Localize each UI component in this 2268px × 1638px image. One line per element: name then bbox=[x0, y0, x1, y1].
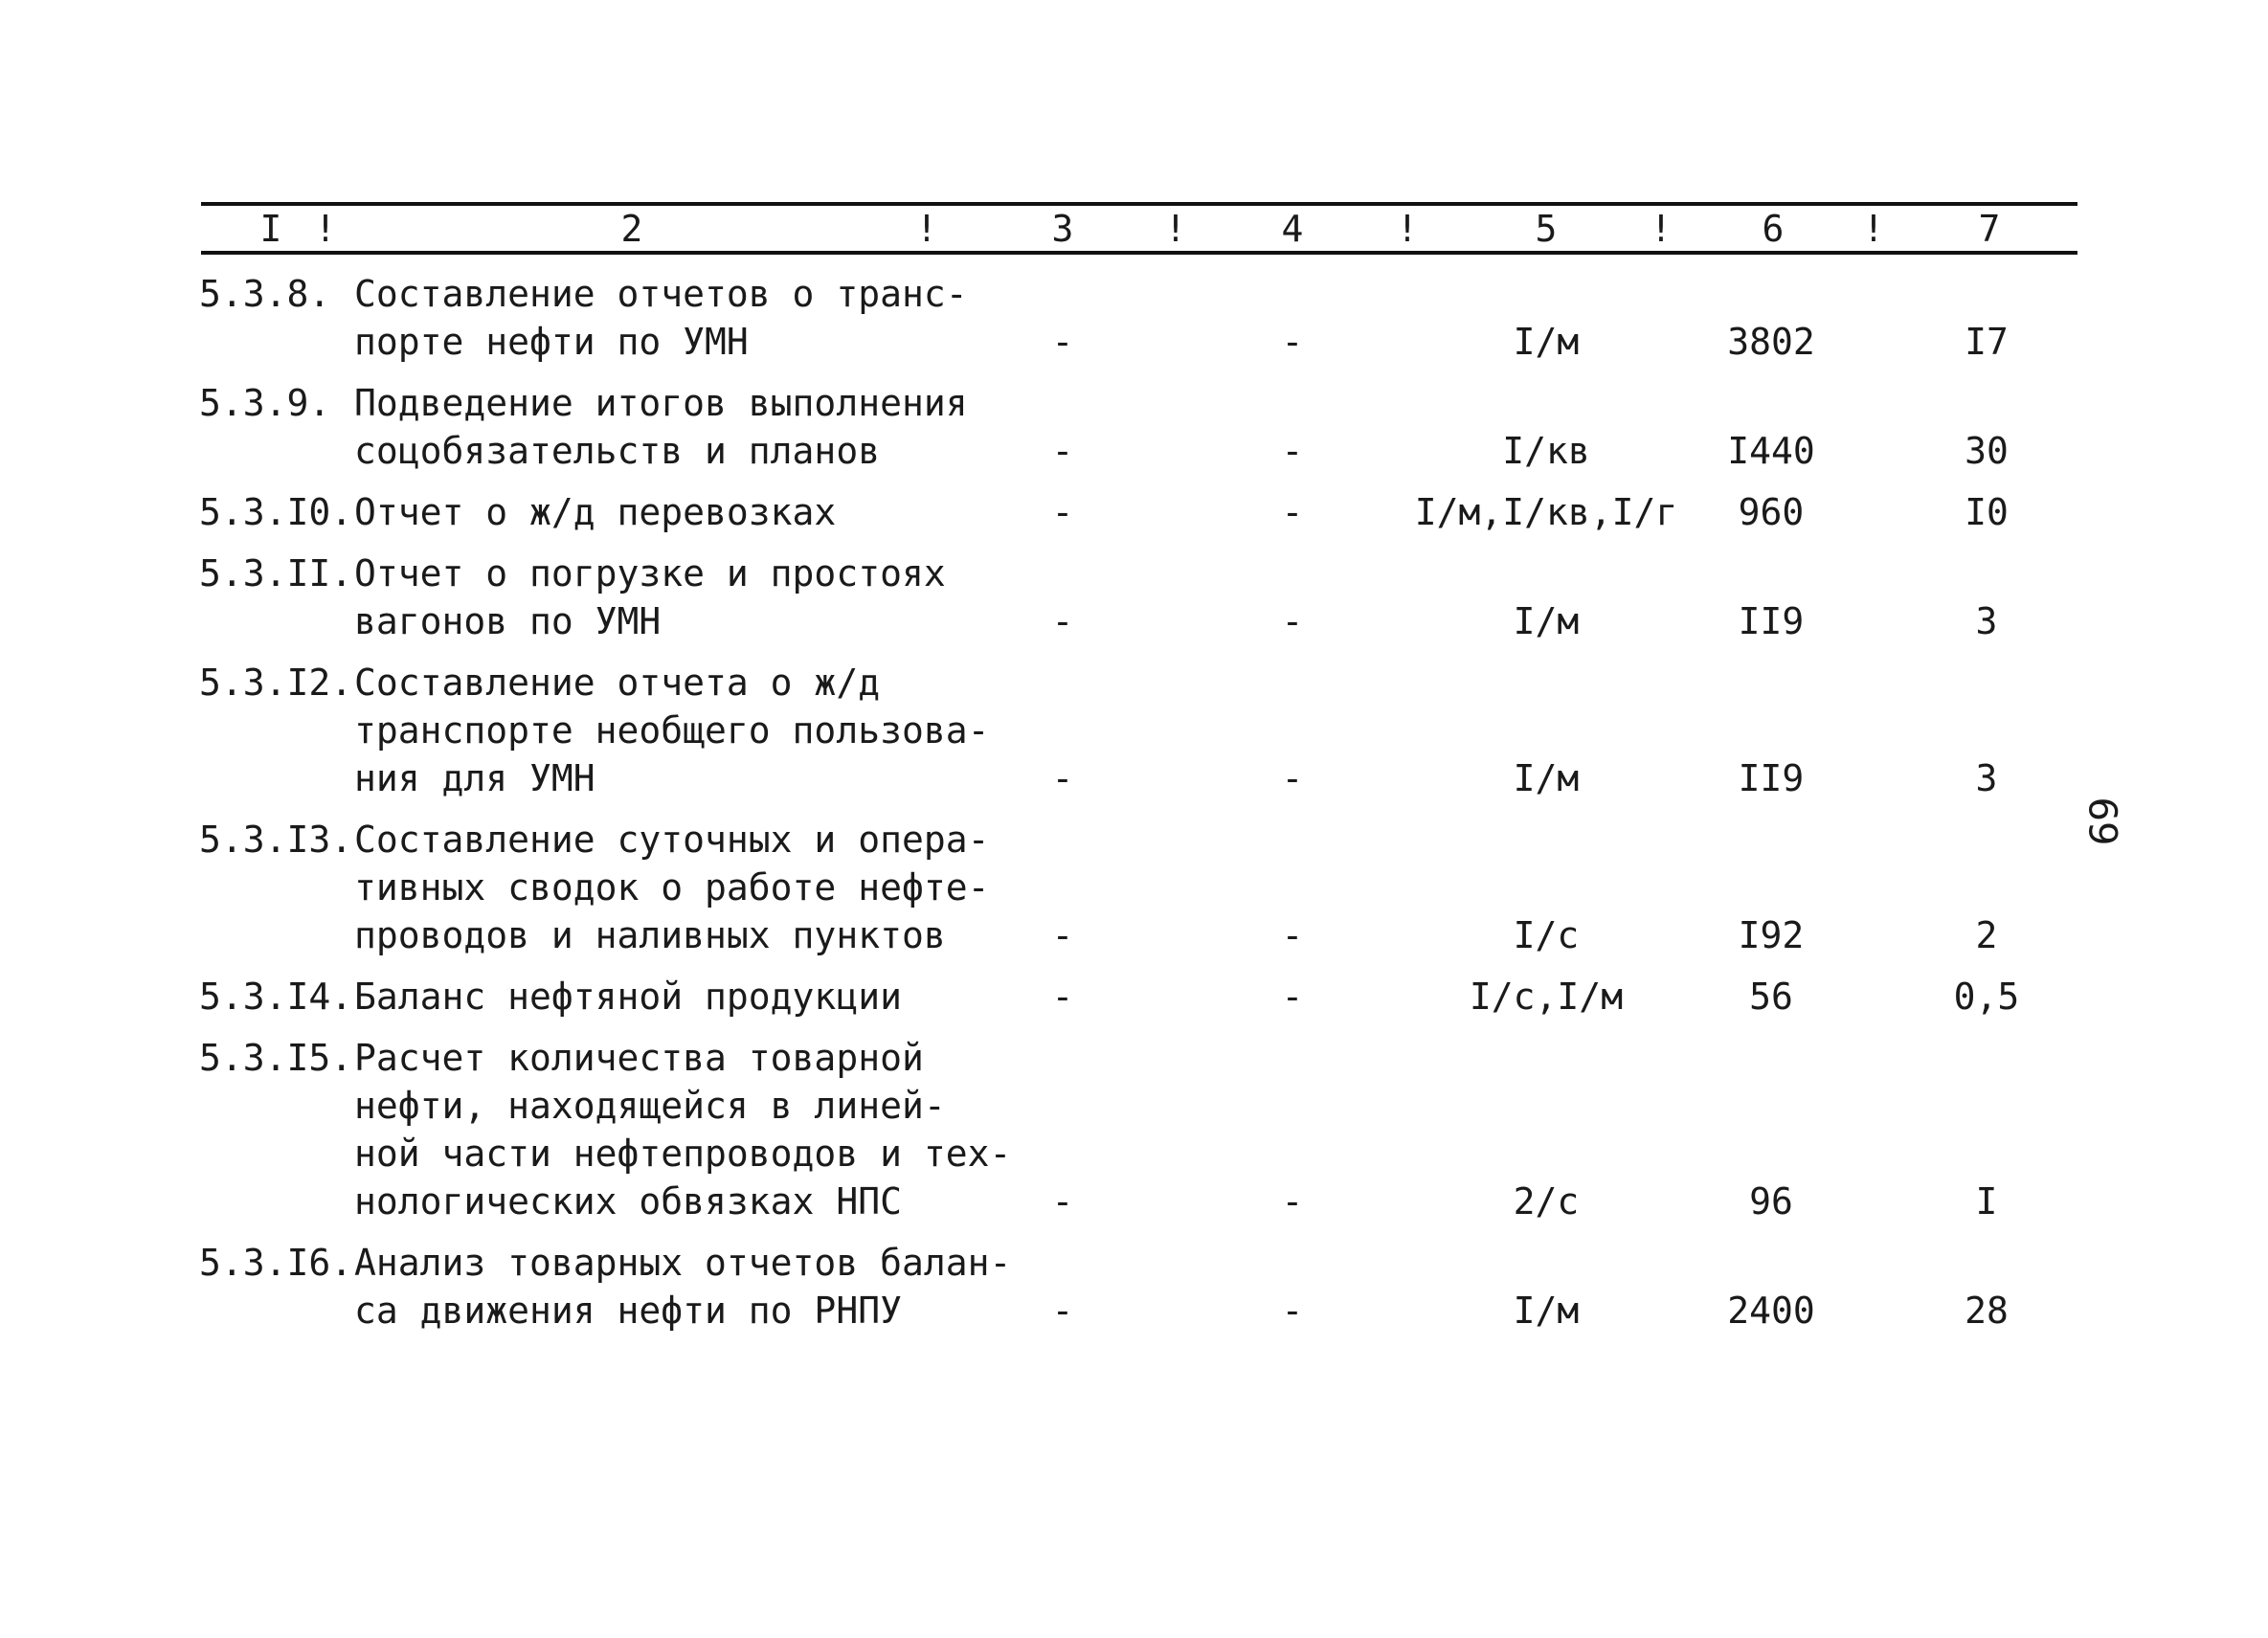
table-row bbox=[0, 379, 2268, 475]
cell-column-3: - bbox=[1051, 1290, 1074, 1332]
description-line: соцобязательств и планов bbox=[354, 430, 881, 472]
item-number: 5.3.8. bbox=[199, 273, 331, 315]
header-col-4: 4 bbox=[1281, 208, 1304, 250]
header-col-5: 5 bbox=[1535, 208, 1558, 250]
cell-column-7: 28 bbox=[1965, 1290, 2009, 1332]
cell-column-4: - bbox=[1281, 757, 1304, 799]
description-line: Расчет количества товарной bbox=[354, 1037, 924, 1079]
item-description bbox=[354, 270, 968, 366]
cell-column-4: - bbox=[1281, 600, 1304, 642]
description-line: Составление суточных и опера- bbox=[354, 819, 990, 861]
item-description bbox=[354, 379, 968, 475]
cell-column-6: II9 bbox=[1738, 757, 1805, 799]
header-col-3: 3 bbox=[1051, 208, 1074, 250]
cell-column-3: - bbox=[1051, 321, 1074, 363]
cell-column-6: 3802 bbox=[1727, 321, 1815, 363]
cell-column-4: - bbox=[1281, 976, 1304, 1018]
cell-column-7: I bbox=[1975, 1180, 1998, 1223]
cell-column-3: - bbox=[1051, 1180, 1074, 1223]
cell-column-5: I/с,I/м bbox=[1469, 976, 1624, 1018]
header-separator: ! bbox=[314, 208, 337, 250]
cell-column-3: - bbox=[1051, 976, 1074, 1018]
cell-column-6: 2400 bbox=[1727, 1290, 1815, 1332]
item-number: 5.3.I2. bbox=[199, 662, 353, 704]
table-body bbox=[0, 270, 2268, 1335]
cell-column-5: I/м bbox=[1513, 600, 1580, 642]
description-line: проводов и наливных пунктов bbox=[354, 914, 946, 956]
table-header bbox=[0, 207, 2268, 251]
cell-column-4: - bbox=[1281, 321, 1304, 363]
item-description bbox=[354, 816, 990, 959]
table-top-rule bbox=[201, 202, 2077, 206]
table-row bbox=[0, 1239, 2268, 1335]
cell-column-6: 56 bbox=[1749, 976, 1793, 1018]
description-line: нефти, находящейся в линей- bbox=[354, 1085, 946, 1127]
header-col-6: 6 bbox=[1762, 208, 1785, 250]
header-separator: ! bbox=[1164, 208, 1187, 250]
cell-column-3: - bbox=[1051, 914, 1074, 956]
cell-column-5: I/с bbox=[1513, 914, 1580, 956]
cell-column-7: 30 bbox=[1965, 430, 2009, 472]
description-line: нологических обвязках НПС bbox=[354, 1180, 902, 1223]
description-line: Составление отчета о ж/д bbox=[354, 662, 881, 704]
cell-column-7: I0 bbox=[1965, 491, 2009, 533]
cell-column-5: I/м,I/кв,I/г bbox=[1414, 491, 1678, 533]
item-description bbox=[354, 1239, 1012, 1335]
description-line: ния для УМН bbox=[354, 757, 595, 799]
cell-column-3: - bbox=[1051, 600, 1074, 642]
table-row bbox=[0, 270, 2268, 366]
description-line: вагонов по УМН bbox=[354, 600, 662, 642]
page-number: 69 bbox=[2079, 797, 2124, 846]
cell-column-3: - bbox=[1051, 430, 1074, 472]
item-number: 5.3.I0. bbox=[199, 491, 353, 533]
description-line: тивных сводок о работе нефте- bbox=[354, 866, 990, 909]
item-description bbox=[354, 973, 948, 1021]
item-description bbox=[354, 488, 948, 536]
cell-column-7: 3 bbox=[1975, 600, 1998, 642]
cell-column-7: 3 bbox=[1975, 757, 1998, 799]
item-description bbox=[354, 1034, 1012, 1225]
description-line: Подведение итогов выполнения bbox=[354, 382, 968, 424]
table-row bbox=[0, 488, 2268, 536]
cell-column-4: - bbox=[1281, 430, 1304, 472]
cell-column-4: - bbox=[1281, 914, 1304, 956]
item-number: 5.3.9. bbox=[199, 382, 331, 424]
cell-column-5: I/м bbox=[1513, 757, 1580, 799]
description-line: са движения нефти по РНПУ bbox=[354, 1290, 902, 1332]
description-line: Баланс нефтяной продукции bbox=[354, 976, 902, 1018]
cell-column-3: - bbox=[1051, 757, 1074, 799]
table-row bbox=[0, 659, 2268, 802]
description-line: Отчет о ж/д перевозках bbox=[354, 491, 837, 533]
description-line: транспорте необщего пользова- bbox=[354, 709, 990, 752]
cell-column-5: I/кв bbox=[1502, 430, 1590, 472]
header-separator: ! bbox=[1650, 208, 1673, 250]
item-number: 5.3.II. bbox=[199, 552, 353, 595]
header-col-1: I bbox=[259, 208, 282, 250]
cell-column-6: I440 bbox=[1727, 430, 1815, 472]
description-line: ной части нефтепроводов и тех- bbox=[354, 1133, 1012, 1175]
description-line: Составление отчетов о транс- bbox=[354, 273, 968, 315]
item-description bbox=[354, 550, 948, 645]
item-number: 5.3.I4. bbox=[199, 976, 353, 1018]
cell-column-7: I7 bbox=[1965, 321, 2009, 363]
cell-column-4: - bbox=[1281, 1180, 1304, 1223]
table-row bbox=[0, 816, 2268, 959]
cell-column-4: - bbox=[1281, 1290, 1304, 1332]
table-row bbox=[0, 1034, 2268, 1225]
item-description bbox=[354, 659, 990, 802]
cell-column-5: I/м bbox=[1513, 321, 1580, 363]
cell-column-7: 0,5 bbox=[1953, 976, 2020, 1018]
header-separator: ! bbox=[915, 208, 938, 250]
cell-column-6: 96 bbox=[1749, 1180, 1793, 1223]
cell-column-6: 960 bbox=[1738, 491, 1805, 533]
cell-column-7: 2 bbox=[1975, 914, 1998, 956]
cell-column-5: I/м bbox=[1513, 1290, 1580, 1332]
item-number: 5.3.I5. bbox=[199, 1037, 353, 1079]
description-line: Отчет о погрузке и простоях bbox=[354, 552, 946, 595]
description-line: Анализ товарных отчетов балан- bbox=[354, 1242, 1012, 1284]
cell-column-5: 2/с bbox=[1513, 1180, 1580, 1223]
table-header-rule bbox=[201, 251, 2077, 255]
header-col-2: 2 bbox=[620, 208, 643, 250]
item-number: 5.3.I6. bbox=[199, 1242, 353, 1284]
cell-column-6: II9 bbox=[1738, 600, 1805, 642]
header-separator: ! bbox=[1396, 208, 1419, 250]
table-row bbox=[0, 550, 2268, 645]
cell-column-6: I92 bbox=[1738, 914, 1805, 956]
table-row bbox=[0, 973, 2268, 1021]
description-line: порте нефти по УМН bbox=[354, 321, 749, 363]
header-col-7: 7 bbox=[1978, 208, 2001, 250]
item-number: 5.3.I3. bbox=[199, 819, 353, 861]
cell-column-3: - bbox=[1051, 491, 1074, 533]
header-separator: ! bbox=[1862, 208, 1885, 250]
cell-column-4: - bbox=[1281, 491, 1304, 533]
